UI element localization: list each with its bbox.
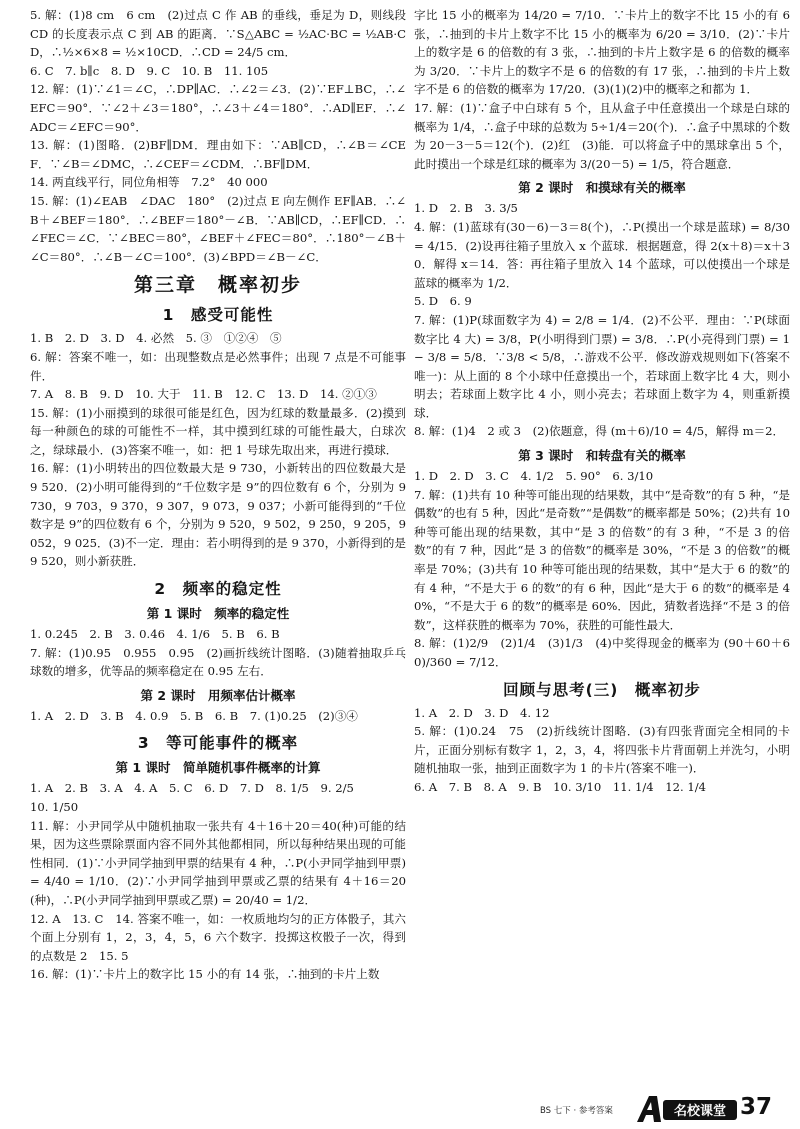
lesson-title: 第 2 课时 和摸球有关的概率 [518, 180, 686, 196]
answer-block: 1. B 2. D 3. D 4. 必然 5. ③ ①②④ ⑤ [30, 331, 282, 346]
answer-block: 4. 解：(1)蓝球有(30－6)－3＝8(个)，∴P(摸出一个球是蓝球) = 8/30 = 4/15．(2)设再往箱子里放入 x 个蓝球．根据题意，得 2(x＋8)＝x＋30．解得 x＝14．答：再往箱子里放入 14 个蓝球，可以使摸出一个球是蓝球的概率为 1/2． [414, 219, 790, 290]
answer-block: 15. 解：(1)∠EAB ∠DAC 180° (2)过点 E 向左侧作 EF∥AB．∴∠B＋∠BEF＝180°．∴∠BEF＝180°－∠B．∵AB∥CD，∴EF∥CD．∴∠FEC＝∠C．∵∠BEC＝80°，∠BEF＋∠FEC＝80°．∴180°－∠B＋∠C＝80°．∴∠B－∠C＝100°．(3)∠BPD＝∠B－∠C． [30, 193, 406, 264]
answer-block: 7. 解：(1)P(球面数字为 4) = 2/8 = 1/4．(2)不公平．理由：∵P(球面数字比 4 大) = 3/8，P(小明得到门票) = 3/8．∴P(小亮得到门票) = 1 − 3/8 = 5/8．∵3/8 < 5/8，∴游戏不公平．修改游戏规则如下(答案不唯一)：从上面的 8 个小球中任意摸出一个，若球面上数字比 4 大，则小明去；若球面上数字比 4 小，则小亮去；若球面上数字为 4，则重新摸球． [414, 312, 790, 420]
page-number: 37 [740, 1094, 773, 1120]
lesson-title: 第 3 课时 和转盘有关的概率 [518, 448, 686, 464]
svg-text:名校课堂: 名校课堂 [673, 1104, 727, 1119]
answer-block: 7. A 8. B 9. D 10. 大于 11. B 12. C 13. D 14. ②①③ [30, 387, 377, 402]
answer-block: 10. 1/50 [30, 800, 79, 814]
answer-block: 6. 解：答案不唯一，如：出现整数点是必然事件；出现 7 点是不可能事件． [30, 349, 406, 383]
brand-logo [635, 1094, 739, 1124]
answer-block: 16. 解：(1)∵卡片上的数字比 15 小的有 14 张，∴抽到的卡片上数 [30, 967, 380, 982]
answer-block: 15. 解：(1)小丽摸到的球很可能是红色，因为红球的数量最多．(2)摸到每一种颜色的球的可能性不一样，其中摸到红球的可能性最大，白球次之，绿球最小．(3)答案不唯一，如：把 1 号球先取出来，再进行摸球． [30, 405, 406, 457]
page-footer [540, 1094, 780, 1124]
answer-block: 6. C 7. b∥c 8. D 9. C 10. B 11. 105 [30, 63, 269, 78]
section-title: 2 频率的稳定性 [154, 580, 282, 599]
answer-block: 5. 解：(1)0.24 75 (2)折线统计图略．(3)有四张背面完全相同的卡片，正面分别标有数字 1，2，3，4，将四张卡片背面朝上并洗匀，小明随机抽取一张，抽到正面数字为 1 的卡片(答案不唯一)． [414, 724, 790, 776]
answer-block: 11. 解：小尹同学从中随机抽取一张共有 4＋16＋20＝40(种)可能的结果，因为这些票除票面内容不同外其他都相同，所以每种结果出现的可能性相同．(1)∵小尹同学抽到甲票的结果有 4 种，∴P(小尹同学抽到甲票) = 4/40 = 1/10．(2)∵小尹同学抽到甲票或乙票的结果有 4＋16＝20(种)，∴P(小尹同学抽到甲票或乙票) = 20/40 = 1/2． [30, 818, 406, 907]
answer-block: 14. 两直线平行，同位角相等 7.2° 40 000 [30, 175, 268, 190]
answer-block: 5. 解：(1)8 cm 6 cm (2)过点 C 作 AB 的垂线，垂足为 D，则线段 CD 的长度表示点 C 到 AB 的距离．∵S△ABC = ½AC·BC = ½AB·CD，∴½×6×8 = ½×10CD．∴CD = 24/5 cm． [30, 8, 406, 60]
answer-block: 1. D 2. D 3. C 4. 1/2 5. 90° 6. 3/10 [414, 469, 654, 484]
answer-block: 12. 解：(1)∵∠1＝∠C，∴DP∥AC．∴∠2＝∠3．(2)∵EF⊥BC，∴∠EFC＝90°．∵∠2＋∠3＝180°，∴∠3＋∠4＝180°．∴AD∥EF．∴∠ADC＝∠EFC＝90°． [30, 82, 406, 134]
answer-block: 16. 解：(1)小明转出的四位数最大是 9 730，小新转出的四位数最大是 9 520．(2)小明可能得到的“千位数字是 9”的四位数有 6 个，分别为 9 730，9 703，9 370，9 307，9 073，9 037；小新可能得到的“千位数字是 9”的四位数有 6 个，分别为 9 520，9 502，9 250，9 205，9 052，9 025．(3)不一定．理由：若小明得到的是 9 370，小新得到的是 9 520，则小新获胜． [30, 461, 406, 569]
answer-block: 1. A 2. D 3. D 4. 12 [414, 705, 550, 720]
section-title: 1 感受可能性 [162, 306, 274, 325]
answer-block: 5. D 6. 9 [414, 294, 472, 309]
answer-block: 13. 解：(1)图略．(2)BF∥DM．理由如下：∵AB∥CD，∴∠B＝∠CEF．∵∠B＝∠DMC，∴∠CEF＝∠CDM．∴BF∥DM． [30, 138, 406, 171]
review-title: 回顾与思考(三) 概率初步 [503, 680, 701, 699]
answer-block: 6. A 7. B 8. A 9. B 10. 3/10 11. 1/4 12. 1/4 [414, 779, 707, 794]
footer-label: BS 七下 · 参考答案 [540, 1106, 613, 1116]
lesson-title: 第 2 课时 用频率估计概率 [140, 687, 296, 703]
answer-block: 1. D 2. B 3. 3/5 [414, 201, 518, 216]
answer-block: 7. 解：(1)0.95 0.955 0.95 (2)画折线统计图略．(3)随着抽取乒乓球数的增多，优等品的频率稳定在 0.95 左右． [30, 645, 406, 679]
answer-block: 1. A 2. D 3. B 4. 0.9 5. B 6. B 7. (1)0.25 (2)③④ [30, 708, 358, 723]
lesson-title: 第 1 课时 简单随机事件概率的计算 [115, 760, 321, 776]
left-column [30, 6, 406, 984]
answer-block: 8. 解：(1)4 2 或 3 (2)依题意，得 (m＋6)/10 = 4/5，解得 m＝2． [414, 424, 785, 439]
answer-block: 1. 0.245 2. B 3. 0.46 4. 1/6 5. B 6. B [30, 627, 280, 642]
answer-block: 字比 15 小的概率为 14/20 = 7/10．∵卡片上的数字不比 15 小的有 6 张，∴抽到的卡片上数字不比 15 小的概率为 6/20 = 3/10．(2)∵卡片上的数字是 6 的倍数的有 3 张，∴抽到的卡片上数字是 6 的倍数的概率为 3/20．∵卡片上的数字不是 6 的倍数的有 17 张，∴抽到的卡片上数字不是 6 的倍数的概率为 17/20．(3)(1)(2)中的概率之和都为 1． [414, 8, 790, 97]
right-column [414, 6, 790, 797]
section-title: 3 等可能事件的概率 [137, 734, 299, 753]
answer-block: 8. 解：(1)2/9 (2)1/4 (3)1/3 (4)中奖得现金的概率为 (90＋60＋60)/360 = 7/12． [414, 636, 790, 669]
answer-block: 12. A 13. C 14. 答案不唯一，如：一枚质地均匀的正方体骰子，其六个面上分别有 1，2，3，4，5，6 六个数字．投掷这枚骰子一次，得到的点数是 2 15. 5 [30, 911, 406, 963]
answer-block: 7. 解：(1)共有 10 种等可能出现的结果数，其中“是奇数”的有 5 种，“是偶数”的也有 5 种，因此“是奇数”“是偶数”的概率都是 50%；(2)共有 10 种等可能出现的结果数，其中“是 3 的倍数”的有 3 种，“不是 3 的倍数”的有 7 种，因此“是 3 的倍数”的概率是 30%，“不是 3 的倍数”的概率是 70%；(3)共有 10 种等可能出现的结果数，其中“是大于 6 的数”的有 4 种，“不是大于 6 的数”的有 6 种，因此“是大于 6 的数”的概率是 40%，“不是大于 6 的数”的概率是 60%．因此，猜数者选择“不是 3 的倍数”，这样获胜的概率为 70%，获胜的可能性最大． [414, 487, 790, 632]
lesson-title: 第 1 课时 频率的稳定性 [146, 606, 290, 622]
answer-block: 17. 解：(1)∵盒子中白球有 5 个，且从盒子中任意摸出一个球是白球的概率为 1/4，∴盒子中球的总数为 5÷1/4＝20(个)．∴盒子中黑球的个数为 20－3－5＝12(个)．(2)红 (3)能．可以将盒子中的黑球拿出 5 个，此时摸出一个球是红球的概率为 3/(20－5) = 1/5，符合题意． [414, 100, 790, 171]
answer-block: 1. A 2. B 3. A 4. A 5. C 6. D 7. D 8. 1/5 9. 2/5 [30, 781, 354, 796]
chapter-title: 第三章 概率初步 [133, 274, 302, 297]
